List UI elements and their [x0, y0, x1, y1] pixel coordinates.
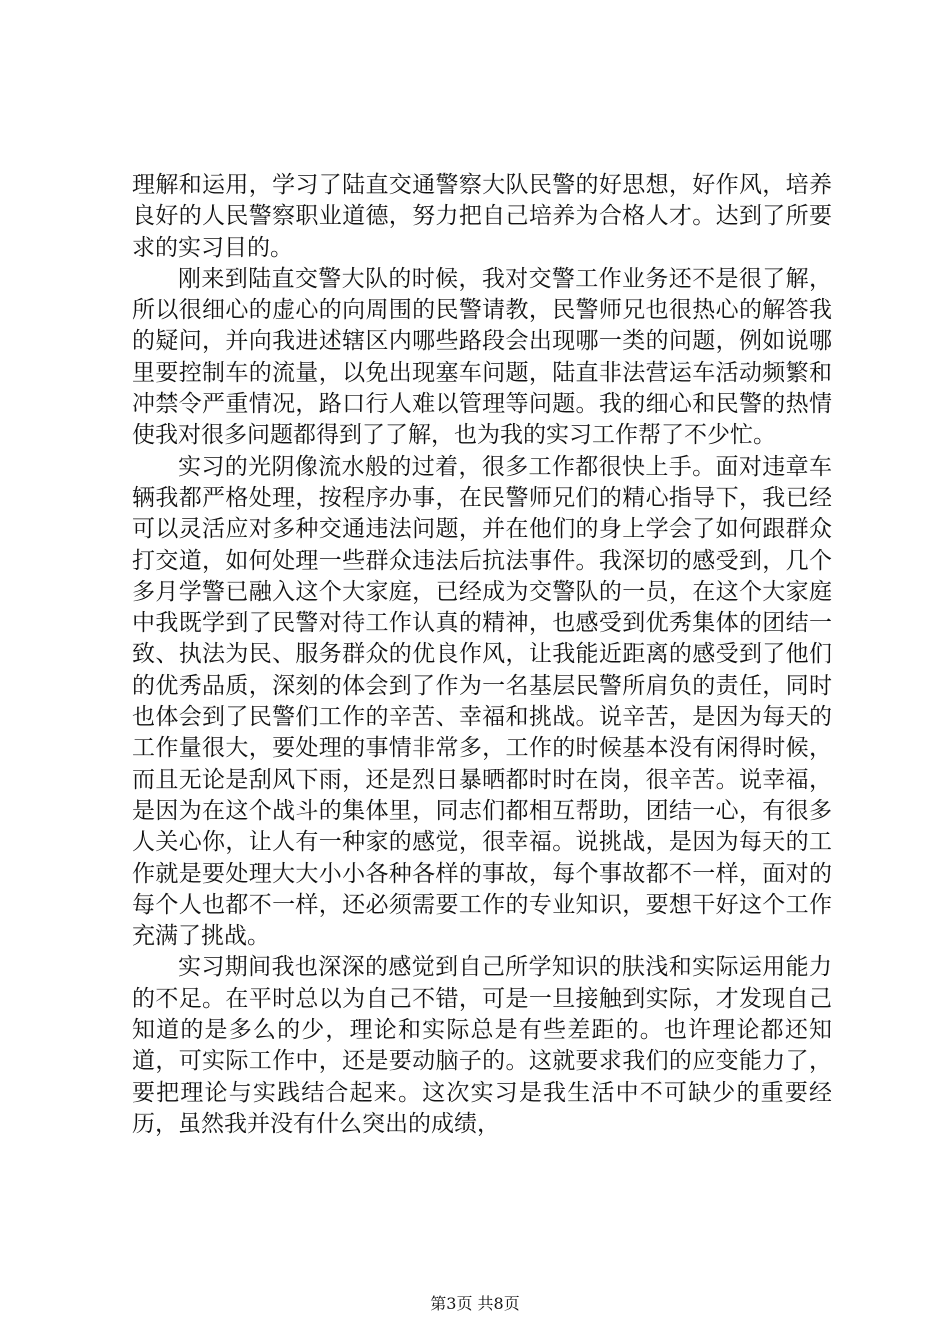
paragraph-2: 刚来到陆直交警大队的时候，我对交警工作业务还不是很了解，所以很细心的虚心的向周围的民警请教，民警师兄也很热心的解答我的疑问，并向我进述辖区内哪些路段会出现哪一类的问题，例如说哪里要控制车的流量，以免出现塞车问题，陆直非法营运车活动频繁和冲禁令严重情况，路口行人难以管理等问题。我的细心和民警的热情使我对很多问题都得到了了解，也为我的实习工作帮了不少忙。 — [132, 265, 832, 449]
paragraph-1: 理解和运用，学习了陆直交通警察大队民警的好思想，好作风，培养良好的人民警察职业道德，努力把自己培养为合格人才。达到了所要求的实习目的。 — [132, 172, 832, 261]
paragraph-3: 实习的光阴像流水般的过着，很多工作都很快上手。面对违章车辆我都严格处理，按程序办事，在民警师兄们的精心指导下，我已经可以灵活应对多种交通违法问题，并在他们的身上学会了如何跟群众打交道，如何处理一些群众违法后抗法事件。我深切的感受到，几个多月学警已融入这个大家庭，已经成为交警队的一员，在这个大家庭中我既学到了民警对待工作认真的精神，也感受到优秀集体的团结一致、执法为民、服务群众的优良作风，让我能近距离的感受到了他们的优秀品质，深刻的体会到了作为一名基层民警所肩负的责任，同时也体会到了民警们工作的辛苦、幸福和挑战。说辛苦，是因为每天的工作量很大，要处理的事情非常多，工作的时候基本没有闲得时候，而且无论是刮风下雨，还是烈日暴晒都时时在岗，很辛苦。说幸福，是因为在这个战斗的集体里，同志们都相互帮助，团结一心，有很多人关心你，让人有一种家的感觉，很幸福。说挑战，是因为每天的工作就是要处理大大小小各种各样的事故，每个事故都不一样，面对的每个人也都不一样，还必须需要工作的专业知识，要想干好这个工作充满了挑战。 — [132, 453, 832, 950]
paragraph-4: 实习期间我也深深的感觉到自己所学知识的肤浅和实际运用能力的不足。在平时总以为自己不错，可是一旦接触到实际，才发现自己知道的是多么的少，理论和实际总是有些差距的。也许理论都还知道，可实际工作中，还是要动脑子的。这就要求我们的应变能力了，要把理论与实践结合起来。这次实习是我生活中不可缺少的重要经历，虽然我并没有什么突出的成绩， — [132, 954, 832, 1137]
page-number-footer: 第3页 共8页 — [430, 1294, 520, 1313]
document-body — [132, 170, 832, 1140]
